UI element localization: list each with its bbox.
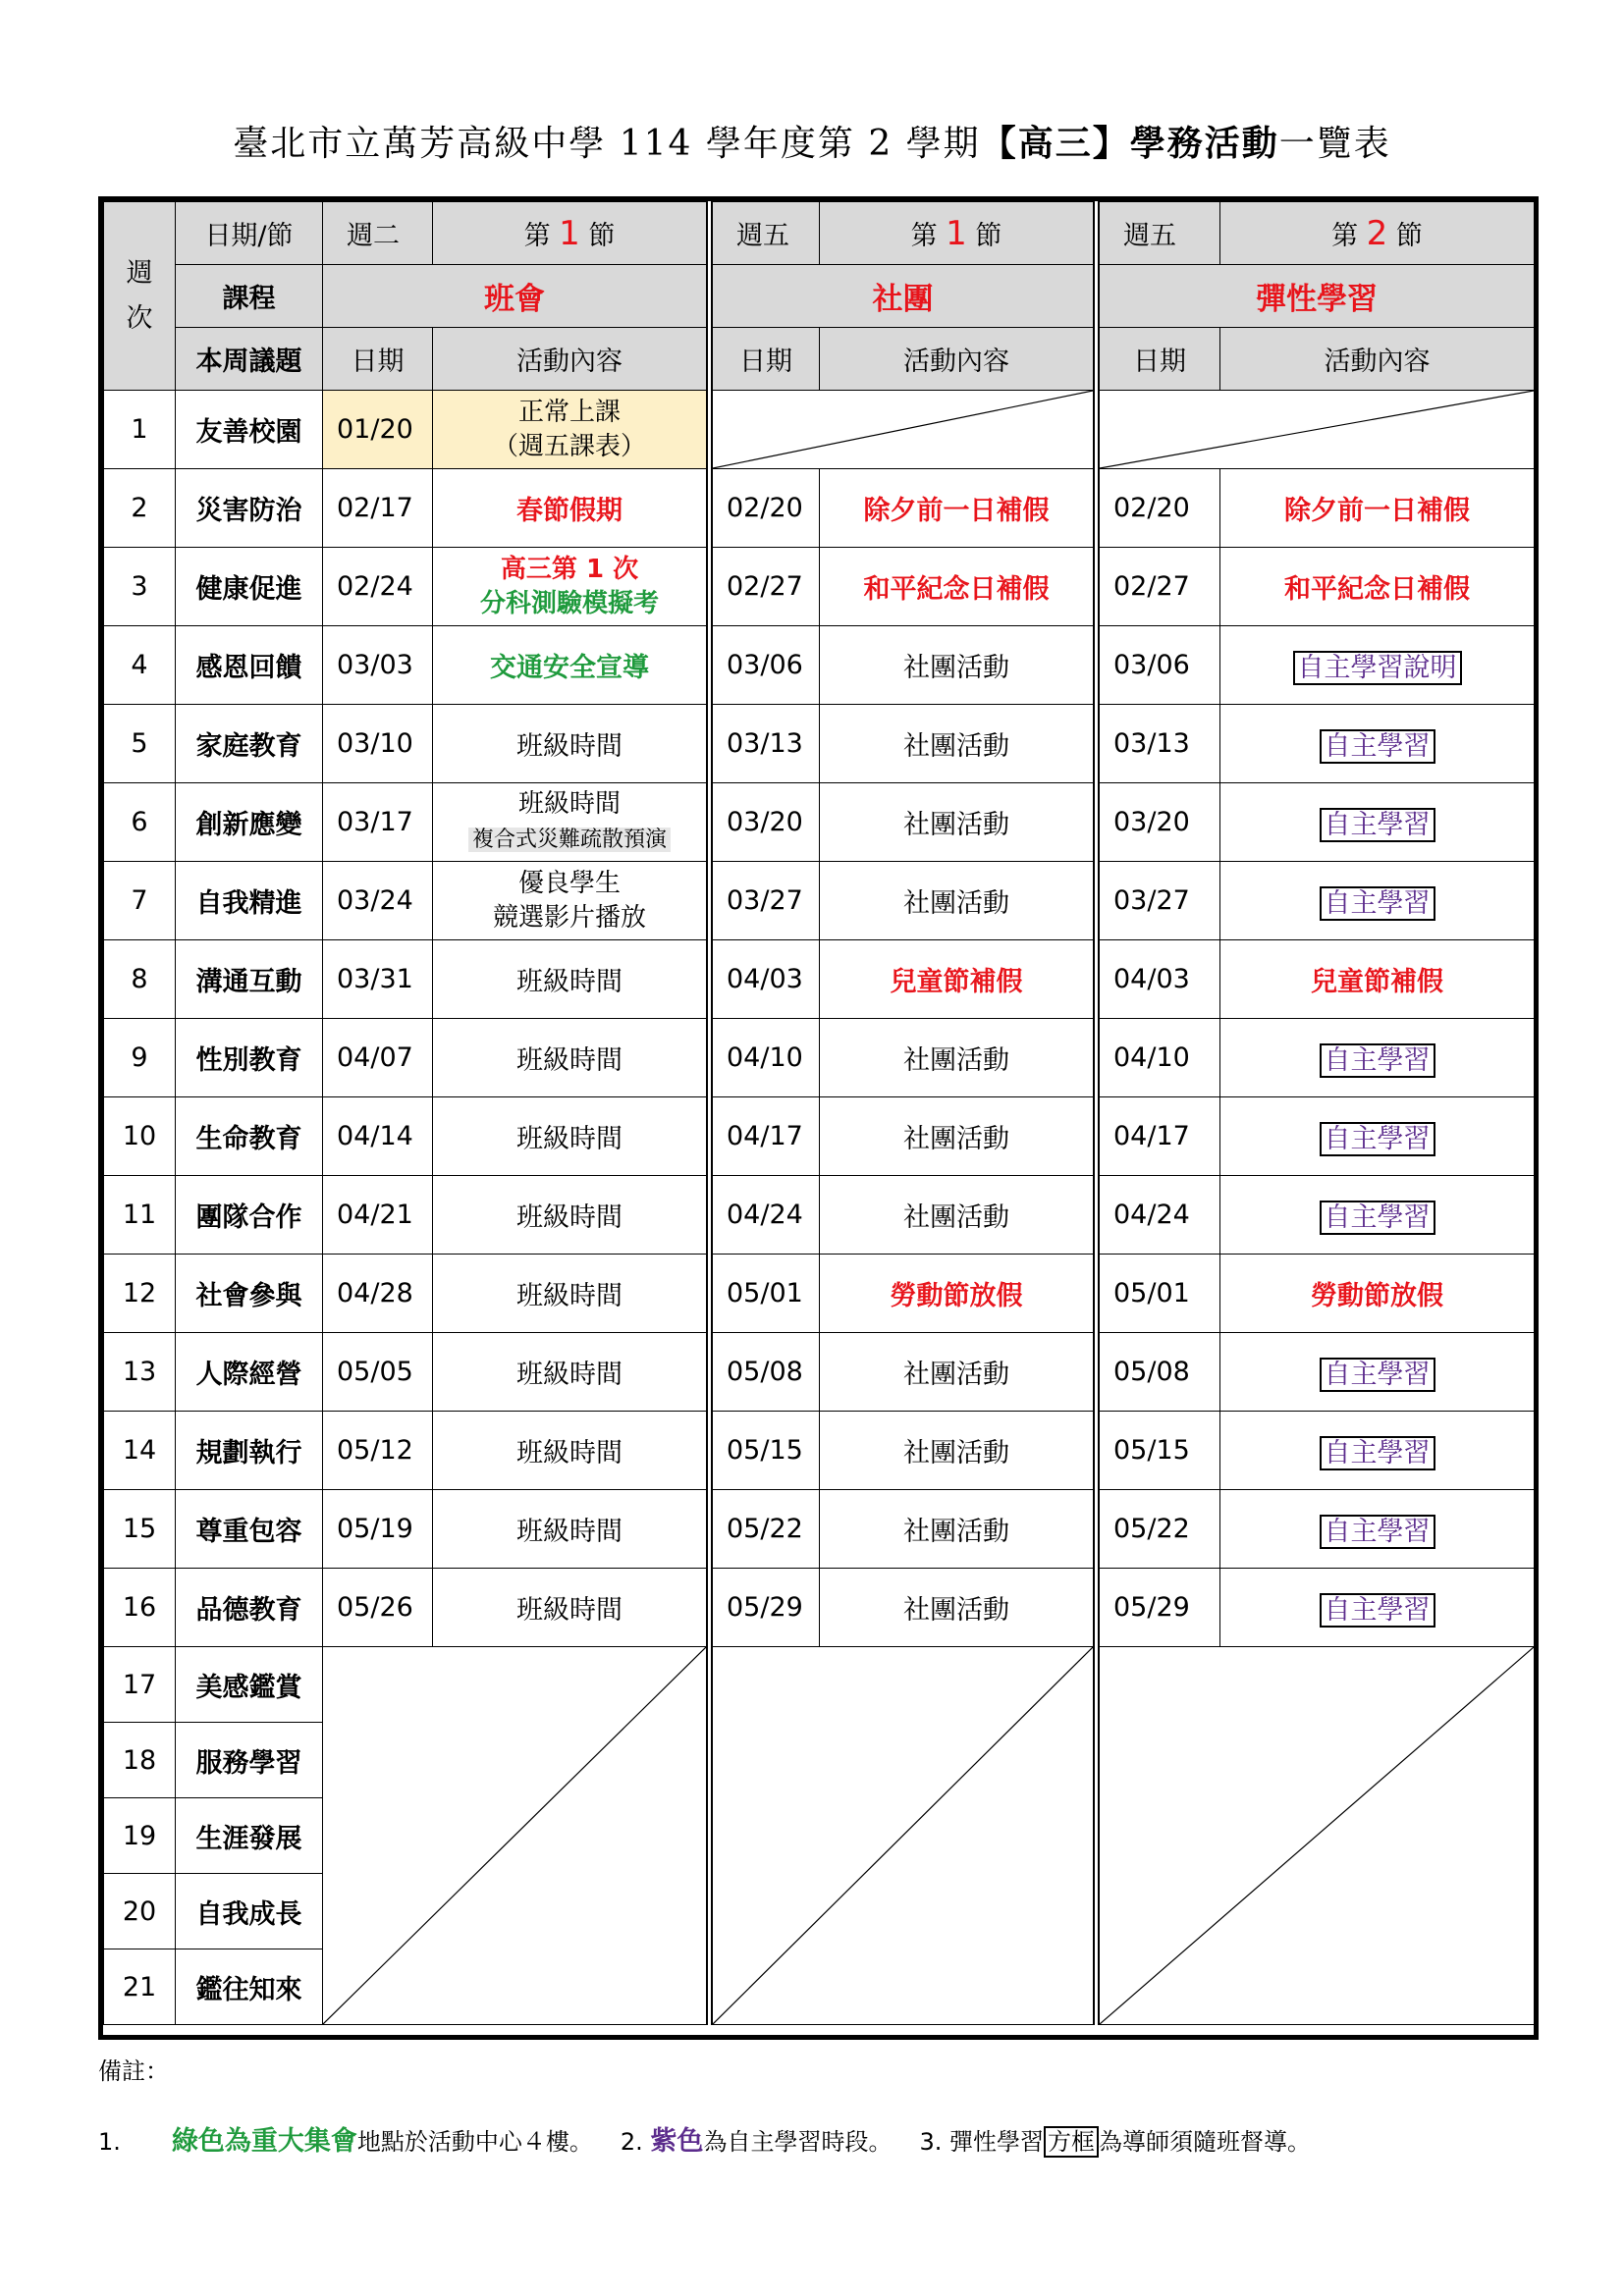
class-meeting-date: 03/31 (323, 940, 433, 1019)
week-number: 17 (104, 1647, 176, 1723)
week-topic: 生命教育 (176, 1097, 323, 1176)
flex-content (1220, 469, 1535, 548)
note1-text: 地點於活動中心４樓。 (356, 2128, 593, 2156)
content-text: 自主學習 (1320, 1201, 1435, 1235)
flex-empty-block (1097, 1647, 1535, 2025)
club-content (820, 1490, 1097, 1569)
week-topic: 生涯發展 (176, 1798, 323, 1874)
content-text: 社團活動 (903, 810, 1009, 840)
table-row (104, 1176, 1535, 1255)
class-meeting-date: 02/17 (323, 469, 433, 548)
content-text: 社團活動 (903, 731, 1009, 762)
club-content (820, 626, 1097, 705)
flex-date: 02/27 (1097, 548, 1220, 626)
club-content (820, 940, 1097, 1019)
content-text: 社團活動 (903, 1124, 1009, 1154)
flex-date: 05/08 (1097, 1333, 1220, 1412)
club-content (820, 1412, 1097, 1490)
flex-date: 05/15 (1097, 1412, 1220, 1490)
content-text: 班級時間 (516, 1202, 623, 1233)
flex-content (1220, 626, 1535, 705)
week-number: 19 (104, 1798, 176, 1874)
table-row (104, 391, 1535, 469)
club-date: 04/17 (710, 1097, 820, 1176)
content-text: 班級時間 (516, 1517, 623, 1547)
flex-content (1220, 548, 1535, 626)
class-meeting-content (433, 705, 710, 783)
content-text: 自主學習 (1320, 1122, 1435, 1156)
class-meeting-date: 04/28 (323, 1255, 433, 1333)
club-content (820, 1019, 1097, 1097)
class-meeting-content (433, 548, 710, 626)
table-row (104, 1333, 1535, 1412)
week-number: 1 (104, 391, 176, 469)
flex-content (1220, 1569, 1535, 1647)
class-meeting-date: 04/07 (323, 1019, 433, 1097)
club-content (820, 862, 1097, 940)
content-header-2: 活動內容 (820, 328, 1097, 391)
week-number: 16 (104, 1569, 176, 1647)
content-text: 班級時間 (516, 1595, 623, 1626)
week-number: 8 (104, 940, 176, 1019)
note1-num: 1. (98, 2128, 121, 2156)
week-topic: 品德教育 (176, 1569, 323, 1647)
week-topic: 服務學習 (176, 1723, 323, 1798)
title-main: 臺北市立萬芳高級中學 114 學年度第 2 學期 (233, 124, 981, 164)
club-empty-block (710, 1647, 1097, 2025)
week-topic: 社會參與 (176, 1255, 323, 1333)
content-text: 兒童節補假 (1311, 967, 1443, 997)
date-header-1: 日期 (323, 328, 433, 391)
class-meeting-content (433, 626, 710, 705)
flex-content (1220, 1490, 1535, 1569)
class-meeting-date: 04/21 (323, 1176, 433, 1255)
table-row (104, 862, 1535, 940)
week-topic: 性別教育 (176, 1019, 323, 1097)
club-empty-cell (710, 391, 1097, 469)
note2-num: 2. (620, 2128, 643, 2156)
club-diagonal (713, 391, 1093, 468)
table-row (104, 1569, 1535, 1647)
group3-day: 週五 (1097, 202, 1220, 265)
content-text: 自主學習 (1320, 729, 1435, 764)
flex-block-diagonal (1100, 1647, 1534, 2024)
flex-content (1220, 1176, 1535, 1255)
class-meeting-content (433, 783, 710, 862)
club-content (820, 548, 1097, 626)
week-number: 20 (104, 1874, 176, 1949)
notes-line (98, 2119, 1311, 2158)
club-date: 04/24 (710, 1176, 820, 1255)
content-text: 自主學習 (1320, 1043, 1435, 1078)
flex-date: 05/22 (1097, 1490, 1220, 1569)
content-line2: 複合式災難疏散預演 (468, 828, 671, 852)
week-number: 15 (104, 1490, 176, 1569)
flex-date: 04/10 (1097, 1019, 1220, 1097)
note1-green: 綠色為重大集會 (171, 2126, 357, 2157)
week-topic: 災害防治 (176, 469, 323, 548)
club-date: 03/27 (710, 862, 820, 940)
class-meeting-content (433, 1412, 710, 1490)
content-line2: 競選影片播放 (492, 902, 646, 933)
week-topic: 家庭教育 (176, 705, 323, 783)
group3-period: 第 2 節 (1220, 202, 1535, 265)
week-number: 18 (104, 1723, 176, 1798)
note3-num: 3. (919, 2128, 943, 2156)
class-meeting-content (433, 862, 710, 940)
flex-date: 04/03 (1097, 940, 1220, 1019)
club-date: 03/20 (710, 783, 820, 862)
class-meeting-content (433, 1019, 710, 1097)
club-content (820, 469, 1097, 548)
class-meeting-content (433, 469, 710, 548)
flex-date: 04/17 (1097, 1097, 1220, 1176)
flex-block-diagonal-line (1100, 1647, 1534, 2024)
content-text: 社團活動 (903, 1517, 1009, 1547)
course-class-meeting: 班會 (323, 265, 710, 328)
week-header-line2: 次 (126, 302, 153, 334)
content-text: 班級時間 (516, 1281, 623, 1311)
table-row (104, 1412, 1535, 1490)
week-number: 12 (104, 1255, 176, 1333)
content-text: 班級時間 (516, 967, 623, 997)
class-meeting-date: 05/12 (323, 1412, 433, 1490)
flex-date: 05/01 (1097, 1255, 1220, 1333)
content-text: 交通安全宣導 (490, 653, 649, 683)
class-meeting-date: 05/05 (323, 1333, 433, 1412)
club-date: 05/08 (710, 1333, 820, 1412)
class-meeting-date: 04/14 (323, 1097, 433, 1176)
table-row (104, 783, 1535, 862)
week-topic: 鑑往知來 (176, 1949, 323, 2025)
content-text: 社團活動 (903, 1438, 1009, 1468)
table-row (104, 626, 1535, 705)
content-text: 社團活動 (903, 1595, 1009, 1626)
class-meeting-date: 02/24 (323, 548, 433, 626)
club-date: 04/03 (710, 940, 820, 1019)
week-topic: 感恩回饋 (176, 626, 323, 705)
class-meeting-content (433, 1569, 710, 1647)
week-number: 3 (104, 548, 176, 626)
flex-date: 03/13 (1097, 705, 1220, 783)
week-number: 7 (104, 862, 176, 940)
content-line1: 班級時間 (517, 789, 621, 819)
course-header: 課程 (176, 265, 323, 328)
club-block-diagonal (713, 1647, 1093, 2024)
content-text: 社團活動 (903, 888, 1009, 919)
flex-content (1220, 1019, 1535, 1097)
flex-date: 04/24 (1097, 1176, 1220, 1255)
week-number: 21 (104, 1949, 176, 2025)
week-number: 6 (104, 783, 176, 862)
content-text: 班級時間 (516, 1124, 623, 1154)
notes-label: 備註： (98, 2057, 169, 2085)
class-meeting-date: 01/20 (323, 391, 433, 469)
club-date: 04/10 (710, 1019, 820, 1097)
flex-diagonal (1100, 391, 1534, 468)
content-text: 自主學習 (1320, 1436, 1435, 1470)
content-line2: 分科測驗模擬考 (479, 588, 659, 618)
week-topic: 規劃執行 (176, 1412, 323, 1490)
note2-text: 為自主學習時段。 (703, 2128, 893, 2156)
table-row (104, 469, 1535, 548)
table-row (104, 940, 1535, 1019)
club-diagonal-line (713, 391, 1093, 468)
week-topic: 創新應變 (176, 783, 323, 862)
class-meeting-date: 03/10 (323, 705, 433, 783)
week-topic: 團隊合作 (176, 1176, 323, 1255)
class-meeting-empty-block (323, 1647, 710, 2025)
week-topic: 友善校園 (176, 391, 323, 469)
class-meeting-date: 03/03 (323, 626, 433, 705)
flex-date: 03/20 (1097, 783, 1220, 862)
class-meeting-date: 03/24 (323, 862, 433, 940)
content-header-1: 活動內容 (433, 328, 710, 391)
class-meeting-content (433, 1097, 710, 1176)
table-row (104, 1647, 1535, 1723)
week-number: 2 (104, 469, 176, 548)
flex-date: 02/20 (1097, 469, 1220, 548)
table-row (104, 1019, 1535, 1097)
content-text: 自主學習 (1320, 808, 1435, 842)
club-date: 05/22 (710, 1490, 820, 1569)
content-text: 班級時間 (516, 1438, 623, 1468)
table-row (104, 705, 1535, 783)
flex-content (1220, 862, 1535, 940)
club-date: 05/15 (710, 1412, 820, 1490)
week-number: 14 (104, 1412, 176, 1490)
class-meeting-diagonal-line (323, 1647, 706, 2024)
content-header-3: 活動內容 (1220, 328, 1535, 391)
content-text: 兒童節補假 (890, 967, 1023, 997)
flex-content (1220, 705, 1535, 783)
date-period-header: 日期/節 (176, 202, 323, 265)
page-title (0, 116, 1624, 166)
week-number: 9 (104, 1019, 176, 1097)
club-content (820, 783, 1097, 862)
content-line2: （週五課表） (492, 431, 646, 461)
week-topic: 尊重包容 (176, 1490, 323, 1569)
week-number: 13 (104, 1333, 176, 1412)
content-text: 班級時間 (516, 1360, 623, 1390)
flex-empty-cell (1097, 391, 1535, 469)
content-text: 勞動節放假 (1311, 1281, 1443, 1311)
flex-content (1220, 783, 1535, 862)
club-date: 02/20 (710, 469, 820, 548)
content-text: 除夕前一日補假 (863, 496, 1050, 526)
class-meeting-diagonal (323, 1647, 706, 2024)
flex-date: 03/27 (1097, 862, 1220, 940)
content-text: 除夕前一日補假 (1284, 496, 1470, 526)
flex-date: 03/06 (1097, 626, 1220, 705)
class-meeting-date: 05/19 (323, 1490, 433, 1569)
activity-table (103, 201, 1535, 2025)
group1-day: 週二 (323, 202, 433, 265)
week-topic: 人際經營 (176, 1333, 323, 1412)
week-number: 5 (104, 705, 176, 783)
course-flexible-learning: 彈性學習 (1097, 265, 1535, 328)
content-text: 和平紀念日補假 (1284, 574, 1470, 605)
club-content (820, 705, 1097, 783)
content-text: 自主學習說明 (1293, 651, 1462, 685)
club-date: 05/29 (710, 1569, 820, 1647)
class-meeting-date: 05/26 (323, 1569, 433, 1647)
topic-header: 本周議題 (176, 328, 323, 391)
content-text: 社團活動 (903, 653, 1009, 683)
flex-date: 05/29 (1097, 1569, 1220, 1647)
group2-day: 週五 (710, 202, 820, 265)
class-meeting-content (433, 391, 710, 469)
flex-content (1220, 1255, 1535, 1333)
flex-content (1220, 1412, 1535, 1490)
class-meeting-content (433, 940, 710, 1019)
week-topic: 溝通互動 (176, 940, 323, 1019)
content-text: 自主學習 (1320, 1358, 1435, 1392)
club-date: 03/06 (710, 626, 820, 705)
note3-text: 為導師須隨班督導。 (1099, 2128, 1311, 2156)
content-text: 勞動節放假 (890, 1281, 1023, 1311)
flex-diagonal-line (1100, 391, 1534, 468)
title-suffix: 一覽表 (1278, 124, 1391, 164)
club-content (820, 1255, 1097, 1333)
date-header-2: 日期 (710, 328, 820, 391)
club-date: 02/27 (710, 548, 820, 626)
content-line1: 正常上課 (517, 397, 621, 427)
content-text: 班級時間 (516, 1045, 623, 1076)
content-text: 和平紀念日補假 (863, 574, 1050, 605)
content-text: 自主學習 (1320, 886, 1435, 921)
content-line1: 高三第 1 次 (500, 554, 639, 584)
table-row (104, 1255, 1535, 1333)
club-content (820, 1333, 1097, 1412)
notes (98, 2052, 1311, 2158)
flex-content (1220, 1333, 1535, 1412)
week-number: 4 (104, 626, 176, 705)
week-topic: 美感鑑賞 (176, 1647, 323, 1723)
note3-pre: 彈性學習 (949, 2128, 1044, 2156)
week-header (104, 202, 176, 391)
table-row (104, 1097, 1535, 1176)
class-meeting-content (433, 1255, 710, 1333)
week-topic: 自我成長 (176, 1874, 323, 1949)
content-line1: 優良學生 (517, 868, 621, 898)
class-meeting-content (433, 1176, 710, 1255)
club-content (820, 1176, 1097, 1255)
content-text: 自主學習 (1320, 1593, 1435, 1628)
content-text: 自主學習 (1320, 1515, 1435, 1549)
week-number: 11 (104, 1176, 176, 1255)
club-content (820, 1097, 1097, 1176)
group2-period: 第 1 節 (820, 202, 1097, 265)
week-number: 10 (104, 1097, 176, 1176)
week-topic: 自我精進 (176, 862, 323, 940)
week-topic: 健康促進 (176, 548, 323, 626)
club-date: 05/01 (710, 1255, 820, 1333)
class-meeting-content (433, 1333, 710, 1412)
club-block-diagonal-line (713, 1647, 1093, 2024)
content-text: 社團活動 (903, 1202, 1009, 1233)
table-row (104, 1490, 1535, 1569)
content-text: 班級時間 (516, 731, 623, 762)
club-content (820, 1569, 1097, 1647)
group1-period: 第 1 節 (433, 202, 710, 265)
date-header-3: 日期 (1097, 328, 1220, 391)
flex-content (1220, 940, 1535, 1019)
note3-box: 方框 (1044, 2126, 1099, 2158)
title-tag: 【高三】學務活動 (980, 124, 1279, 164)
content-text: 社團活動 (903, 1045, 1009, 1076)
table-row (104, 548, 1535, 626)
week-header-line1: 週 (126, 257, 153, 289)
flex-content (1220, 1097, 1535, 1176)
club-date: 03/13 (710, 705, 820, 783)
note2-purple: 紫色 (650, 2126, 704, 2157)
course-club: 社團 (710, 265, 1097, 328)
content-text: 春節假期 (516, 496, 623, 526)
class-meeting-content (433, 1490, 710, 1569)
content-text: 社團活動 (903, 1360, 1009, 1390)
class-meeting-date: 03/17 (323, 783, 433, 862)
